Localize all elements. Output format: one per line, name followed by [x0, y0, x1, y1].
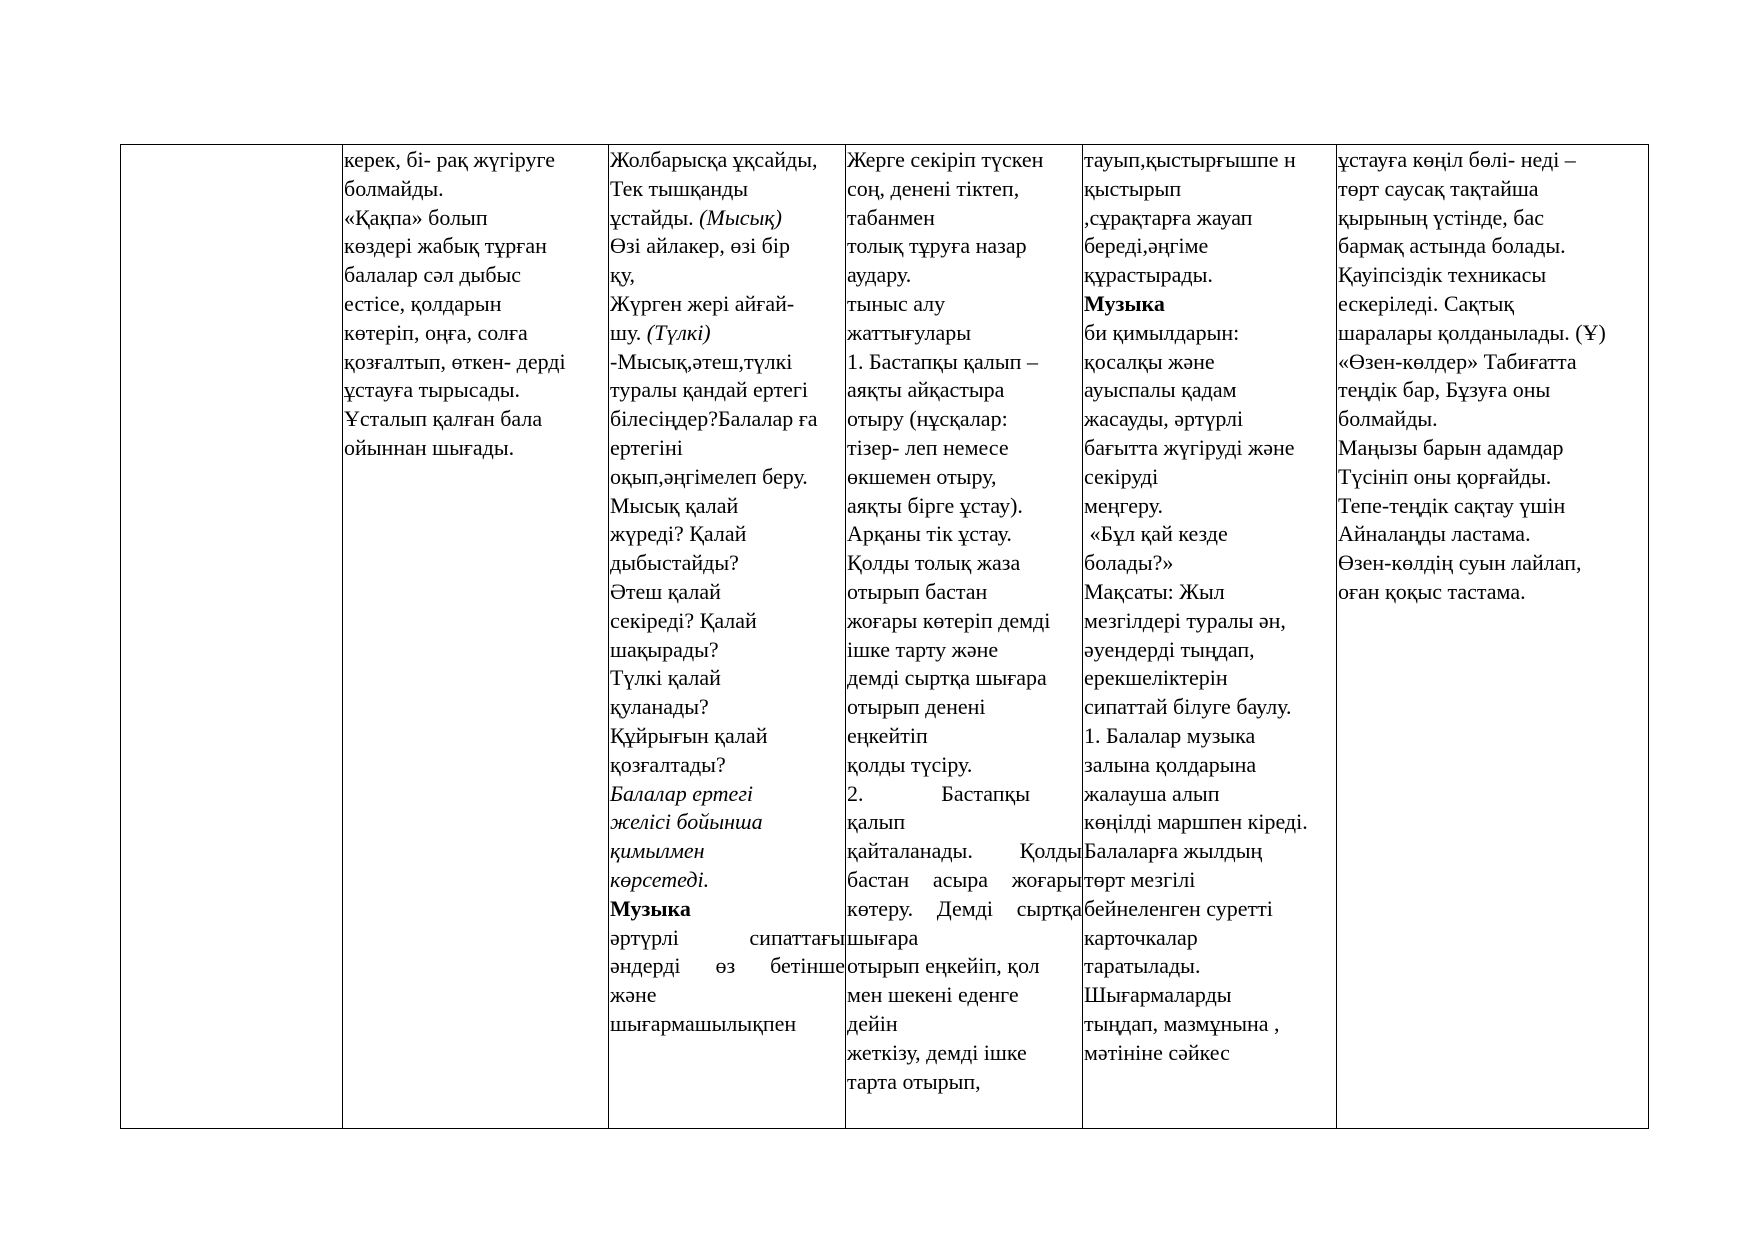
text-line-justified: [847, 837, 1082, 866]
text-line: ерекшеліктерін: [1084, 665, 1228, 691]
text-line: болады?»: [1084, 550, 1174, 576]
text-line: керек, бі- рақ жүгіруге: [344, 147, 555, 172]
table-cell-riddles: [609, 145, 846, 1129]
text-word: әндерді: [610, 953, 681, 979]
section-heading-music: Музыка: [610, 895, 691, 921]
text-line: ұстауға тырысады.: [344, 377, 521, 403]
text-line: төрт мезгілі: [1084, 866, 1196, 892]
text-line: Маңызы барын адамдар: [1338, 434, 1564, 460]
text-line: жасауды, әртүрлі: [1084, 406, 1244, 432]
text-line: шығара: [847, 924, 919, 950]
text-line: шығармашылықпен: [610, 1010, 797, 1036]
text-line: ,сұрақтарға жауап: [1084, 204, 1253, 230]
text-line: Балаларға жылдың: [1084, 838, 1263, 864]
table-cell-exercises: [846, 145, 1083, 1129]
text-line: демді сыртқа шығара: [847, 665, 1047, 691]
text-line: балалар сәл дыбыс: [344, 262, 522, 288]
text-line: шақырады?: [610, 636, 719, 662]
text-line: «Қақпа» болып: [344, 204, 488, 230]
text-word: асыра: [932, 866, 988, 892]
text-fragment: ұстайды.: [610, 204, 700, 230]
text-line: бейнеленген суретті: [1084, 895, 1273, 921]
table-row: [121, 145, 1649, 1129]
text-line: оған қоқыс тастама.: [1338, 578, 1526, 604]
table-cell-game-rules: [343, 145, 609, 1129]
text-line: аяқты айқастыра: [847, 377, 1005, 403]
text-line-italic: көрсетеді.: [610, 866, 710, 892]
text-line-justified: [847, 895, 1082, 924]
text-line: жеткізу, демді ішке: [847, 1039, 1027, 1065]
text-line: Жолбарысқа ұқсайды,: [610, 147, 818, 172]
text-line: соң, денені тіктеп,: [847, 175, 1020, 201]
text-line: Әтеш қалай: [610, 578, 721, 604]
text-word: өз: [715, 953, 736, 979]
text-line: ойыннан шығады.: [344, 434, 515, 460]
text-line: дыбыстайды?: [610, 550, 739, 576]
text-line: Қауіпсіздік техникасы: [1338, 262, 1547, 288]
text-line: ұстауға көңіл бөлі- неді –: [1338, 147, 1576, 172]
text-line: қолды түсіру.: [847, 751, 973, 777]
text-line-justified: [610, 952, 845, 981]
text-line: -Мысық,әтеш,түлкі: [610, 348, 793, 374]
text-line: Қолды толық жаза: [847, 550, 1021, 576]
text-line: толық тұруға назар: [847, 233, 1027, 259]
text-word: әртүрлі: [610, 924, 679, 950]
text-line: Тепе-теңдік сақтау үшін: [1338, 492, 1566, 518]
text-line: жаттығулары: [847, 319, 971, 345]
text-line: Айналаңды ластама.: [1338, 521, 1531, 547]
text-line: әуендерді тыңдап,: [1084, 636, 1255, 662]
text-line: мезгілдері туралы ән,: [1084, 607, 1286, 633]
text-line: мен шекені еденге: [847, 982, 1019, 1008]
text-word: Бастапқы: [941, 780, 1030, 806]
text-line: ауыспалы қадам: [1084, 377, 1237, 403]
text-line: отырып еңкейіп, қол: [847, 953, 1040, 979]
text-line: көтеріп, оңға, солға: [344, 319, 528, 345]
text-line: «Өзен-көлдер» Табиғатта: [1338, 348, 1577, 374]
text-line: меңгеру.: [1084, 492, 1163, 518]
text-line: құрастырады.: [1084, 262, 1213, 288]
text-line: Құйрығын қалай: [610, 722, 768, 748]
text-line: көздері жабық тұрған: [344, 233, 547, 259]
text-line: таратылады.: [1084, 953, 1201, 979]
text-line: Өзен-көлдің суын лайлап,: [1338, 550, 1582, 576]
text-line: тыңдап, мазмұнына ,: [1084, 1010, 1280, 1036]
text-line-italic: қимылмен: [610, 838, 705, 864]
text-line-justified: [847, 866, 1082, 895]
table-cell-empty: [121, 145, 343, 1129]
text-line: жалауша алып: [1084, 780, 1220, 806]
text-line: тізер- леп немесе: [847, 434, 1009, 460]
text-line: және: [610, 982, 657, 1008]
text-line: секіруді: [1084, 463, 1159, 489]
text-line: отырып бастан: [847, 578, 988, 604]
text-line: жүреді? Қалай: [610, 521, 747, 547]
text-line: тарта отырып,: [847, 1068, 981, 1094]
table-cell-music: [1083, 145, 1337, 1129]
text-line: секіреді? Қалай: [610, 607, 757, 633]
text-line: Түсініп оны қорғайды.: [1338, 463, 1552, 489]
text-word: Қолды: [1019, 838, 1082, 864]
text-line: Түлкі қалай: [610, 665, 721, 691]
text-line: теңдік бар, Бұзуға оны: [1338, 377, 1551, 403]
text-line: береді,әңгіме: [1084, 233, 1209, 259]
text-line: Өзі айлакер, өзі бір: [610, 233, 790, 259]
text-line: төрт саусақ тақтайша: [1338, 175, 1539, 201]
text-line: Ұсталып қалған бала: [344, 406, 543, 432]
text-line: отыру (нұсқалар:: [847, 406, 1008, 432]
text-line: қырының үстінде, бас: [1338, 204, 1545, 230]
text-line: дейін: [847, 1010, 898, 1036]
text-line-justified: [847, 780, 1082, 809]
text-line: қалып: [847, 809, 906, 835]
text-line: білесіңдер?Балалар ға: [610, 406, 818, 432]
text-line: сипаттай білуге баулу.: [1084, 694, 1292, 720]
text-line-italic: желісі бойынша: [610, 809, 763, 835]
text-line: тауып,қыстырғышпе н: [1084, 147, 1296, 172]
text-word: сипаттағы: [749, 924, 845, 950]
text-line: өкшемен отыру,: [847, 463, 997, 489]
text-word: 2.: [847, 780, 864, 806]
text-word: сыртқа: [1016, 895, 1082, 921]
text-line: қозғалтады?: [610, 751, 726, 777]
text-line: «Бұл қай кезде: [1084, 521, 1228, 547]
riddle-answer: (Мысық): [699, 204, 783, 230]
text-line: бағытта жүгіруді және: [1084, 434, 1295, 460]
text-line: 1. Бастапқы қалып –: [847, 348, 1038, 374]
text-word: жоғары: [1011, 866, 1082, 892]
text-line: жоғары көтеріп демді: [847, 607, 1051, 633]
text-line: қыстырып: [1084, 175, 1182, 201]
text-line: туралы қандай ертегі: [610, 377, 808, 403]
text-line: оқып,әңгімелеп беру.: [610, 463, 808, 489]
text-word: бастан: [847, 866, 910, 892]
text-line: Жүрген жері айғай-: [610, 290, 795, 316]
text-line: бармақ астында болады.: [1338, 233, 1566, 259]
text-line: Мысық қалай: [610, 492, 739, 518]
text-line: естісе, қолдарын: [344, 290, 502, 316]
text-line: ескеріледі. Сақтық: [1338, 290, 1515, 316]
text-word: бетінше: [770, 953, 845, 979]
text-line: [610, 204, 845, 233]
section-heading-music: Музыка: [1084, 290, 1165, 316]
text-line: би қимылдарын:: [1084, 319, 1240, 345]
text-line: шаралары қолданылады. (Ұ): [1338, 319, 1606, 345]
text-line: аудару.: [847, 262, 912, 288]
text-line: ертегіні: [610, 434, 683, 460]
text-line: карточкалар: [1084, 924, 1198, 950]
text-line: Жерге секіріп түскен: [847, 147, 1044, 172]
text-line-justified: [610, 924, 845, 953]
text-line-italic: Балалар ертегі: [610, 780, 754, 806]
text-line: аяқты бірге ұстау).: [847, 492, 1023, 518]
text-word: қайталанады.: [847, 838, 973, 864]
text-line: табанмен: [847, 204, 935, 230]
text-line: мәтініне сәйкес: [1084, 1039, 1230, 1065]
text-word: Демді: [936, 895, 994, 921]
text-line: Арқаны тік ұстау.: [847, 521, 1012, 547]
text-line: 1. Балалар музыка: [1084, 722, 1256, 748]
text-line: қосалқы және: [1084, 348, 1215, 374]
lesson-plan-table: [120, 144, 1649, 1129]
text-line: көңілді маршпен кіреді.: [1084, 809, 1308, 835]
text-line: Тек тышқанды: [610, 175, 749, 201]
text-line: қу,: [610, 262, 635, 288]
text-line: [610, 319, 845, 348]
text-line: залына қолдарына: [1084, 751, 1257, 777]
text-line: болмайды.: [344, 175, 444, 201]
text-line: отырып денені: [847, 694, 986, 720]
riddle-answer: (Түлкі): [646, 319, 711, 345]
table-cell-safety-nature: [1337, 145, 1649, 1129]
text-line: қуланады?: [610, 694, 709, 720]
text-line: еңкейтіп: [847, 722, 928, 748]
text-line: Мақсаты: Жыл: [1084, 578, 1225, 604]
text-line: қозғалтып, өткен- дерді: [344, 348, 566, 374]
text-line: болмайды.: [1338, 406, 1438, 432]
text-fragment: шу.: [610, 319, 647, 345]
text-line: тыныс алу: [847, 290, 946, 316]
text-line: ішке тарту және: [847, 636, 999, 662]
text-word: көтеру.: [847, 895, 914, 921]
text-line: Шығармаларды: [1084, 982, 1232, 1008]
